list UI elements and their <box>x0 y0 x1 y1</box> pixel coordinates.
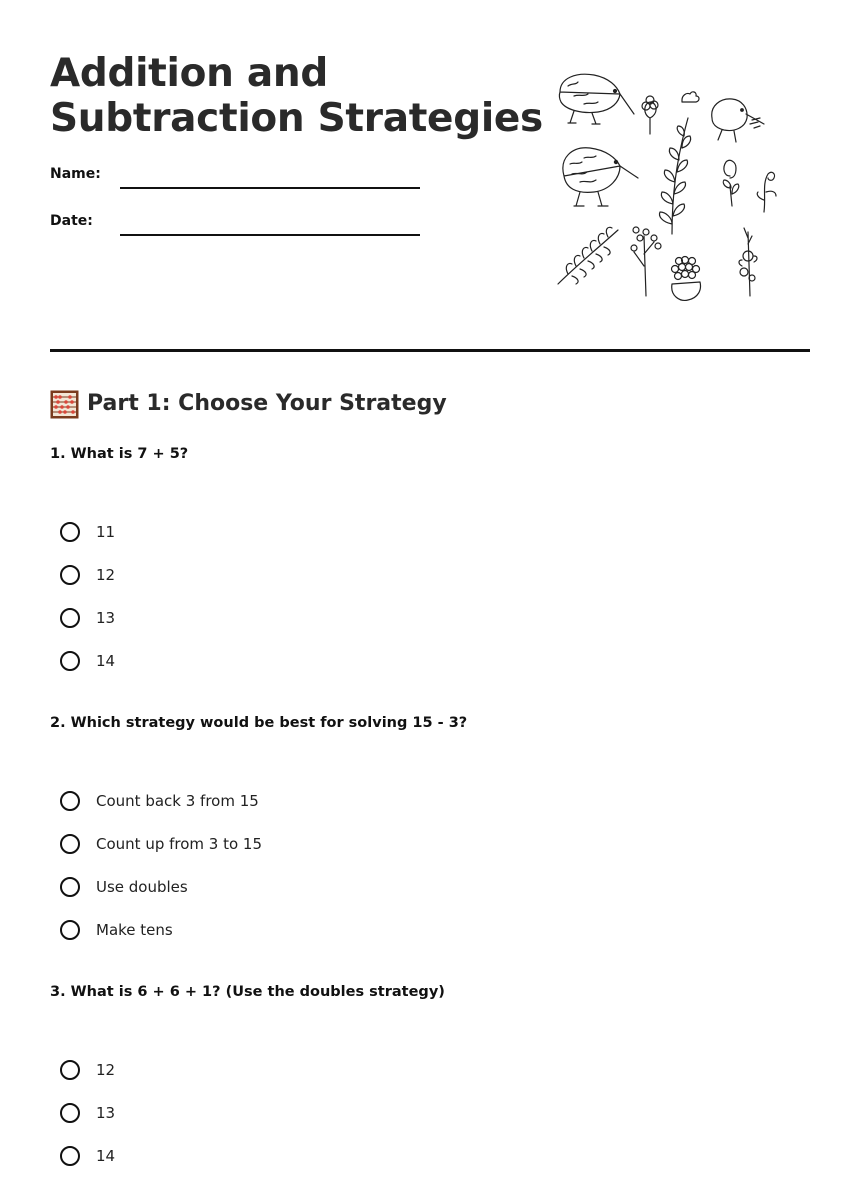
radio-button[interactable] <box>60 920 80 940</box>
date-field[interactable] <box>50 212 420 236</box>
answer-options <box>60 779 262 951</box>
radio-button[interactable] <box>60 565 80 585</box>
flower-icon <box>739 228 757 296</box>
berry-branch-icon <box>672 257 701 301</box>
answer-option[interactable] <box>60 1134 115 1177</box>
answer-option[interactable] <box>60 822 262 865</box>
fern-icon <box>660 118 691 234</box>
worksheet-title <box>50 51 543 141</box>
answer-option[interactable] <box>60 553 115 596</box>
radio-button[interactable] <box>60 651 80 671</box>
answer-options <box>60 510 115 682</box>
option-label: 14 <box>96 1146 116 1165</box>
option-label: Use doubles <box>96 877 188 896</box>
header-divider <box>50 349 810 352</box>
name-line[interactable] <box>120 187 420 189</box>
radio-button[interactable] <box>60 834 80 854</box>
answer-option[interactable] <box>60 865 262 908</box>
flower-icon <box>642 96 658 134</box>
option-label: 14 <box>96 651 116 670</box>
kiwi-bird-icon <box>559 74 634 124</box>
question-text: 3. What is 6 + 6 + 1? (Use the doubles strategy) <box>50 984 445 1000</box>
option-label: 13 <box>96 1103 116 1122</box>
abacus-icon <box>50 390 79 419</box>
fern-icon <box>757 172 776 212</box>
flower-icon <box>723 160 738 206</box>
answer-option[interactable] <box>60 908 262 951</box>
answer-option[interactable] <box>60 1091 115 1134</box>
question-text: 2. Which strategy would be best for solving 15 - 3? <box>50 715 468 731</box>
name-field[interactable] <box>50 165 420 189</box>
kiwi-bird-icon <box>563 148 638 206</box>
option-label: Count back 3 from 15 <box>96 791 259 810</box>
question-3 <box>50 983 810 1165</box>
radio-button[interactable] <box>60 608 80 628</box>
option-label: 11 <box>96 522 116 541</box>
option-label: Count up from 3 to 15 <box>96 834 263 853</box>
option-label: 12 <box>96 1060 116 1079</box>
answer-option[interactable] <box>60 639 115 682</box>
kiwi-bird-icon <box>712 99 764 142</box>
title-line-2: Subtraction Strategies <box>50 96 543 141</box>
answer-option[interactable] <box>60 596 115 639</box>
flower-icon <box>682 92 699 102</box>
option-label: Make tens <box>96 920 173 939</box>
title-line-1: Addition and <box>50 51 328 96</box>
radio-button[interactable] <box>60 522 80 542</box>
option-label: 13 <box>96 608 116 627</box>
radio-button[interactable] <box>60 791 80 811</box>
berry-branch-icon <box>631 227 661 296</box>
radio-button[interactable] <box>60 1060 80 1080</box>
radio-button[interactable] <box>60 1146 80 1166</box>
question-1 <box>50 445 810 670</box>
worksheet-page <box>50 0 810 1165</box>
worksheet-header <box>50 0 810 352</box>
question-2 <box>50 714 810 939</box>
question-text: 1. What is 7 + 5? <box>50 446 189 462</box>
answer-option[interactable] <box>60 510 115 553</box>
answer-options <box>60 1048 115 1177</box>
date-label: Date: <box>50 213 93 229</box>
date-line[interactable] <box>120 234 420 236</box>
option-label: 12 <box>96 565 116 584</box>
section-title: Part 1: Choose Your Strategy <box>87 391 447 416</box>
kiwi-plants-illustration <box>554 66 784 302</box>
radio-button[interactable] <box>60 877 80 897</box>
berry-branch-icon <box>558 227 618 284</box>
radio-button[interactable] <box>60 1103 80 1123</box>
answer-option[interactable] <box>60 779 262 822</box>
section-heading <box>50 389 447 419</box>
name-label: Name: <box>50 166 101 182</box>
answer-option[interactable] <box>60 1048 115 1091</box>
